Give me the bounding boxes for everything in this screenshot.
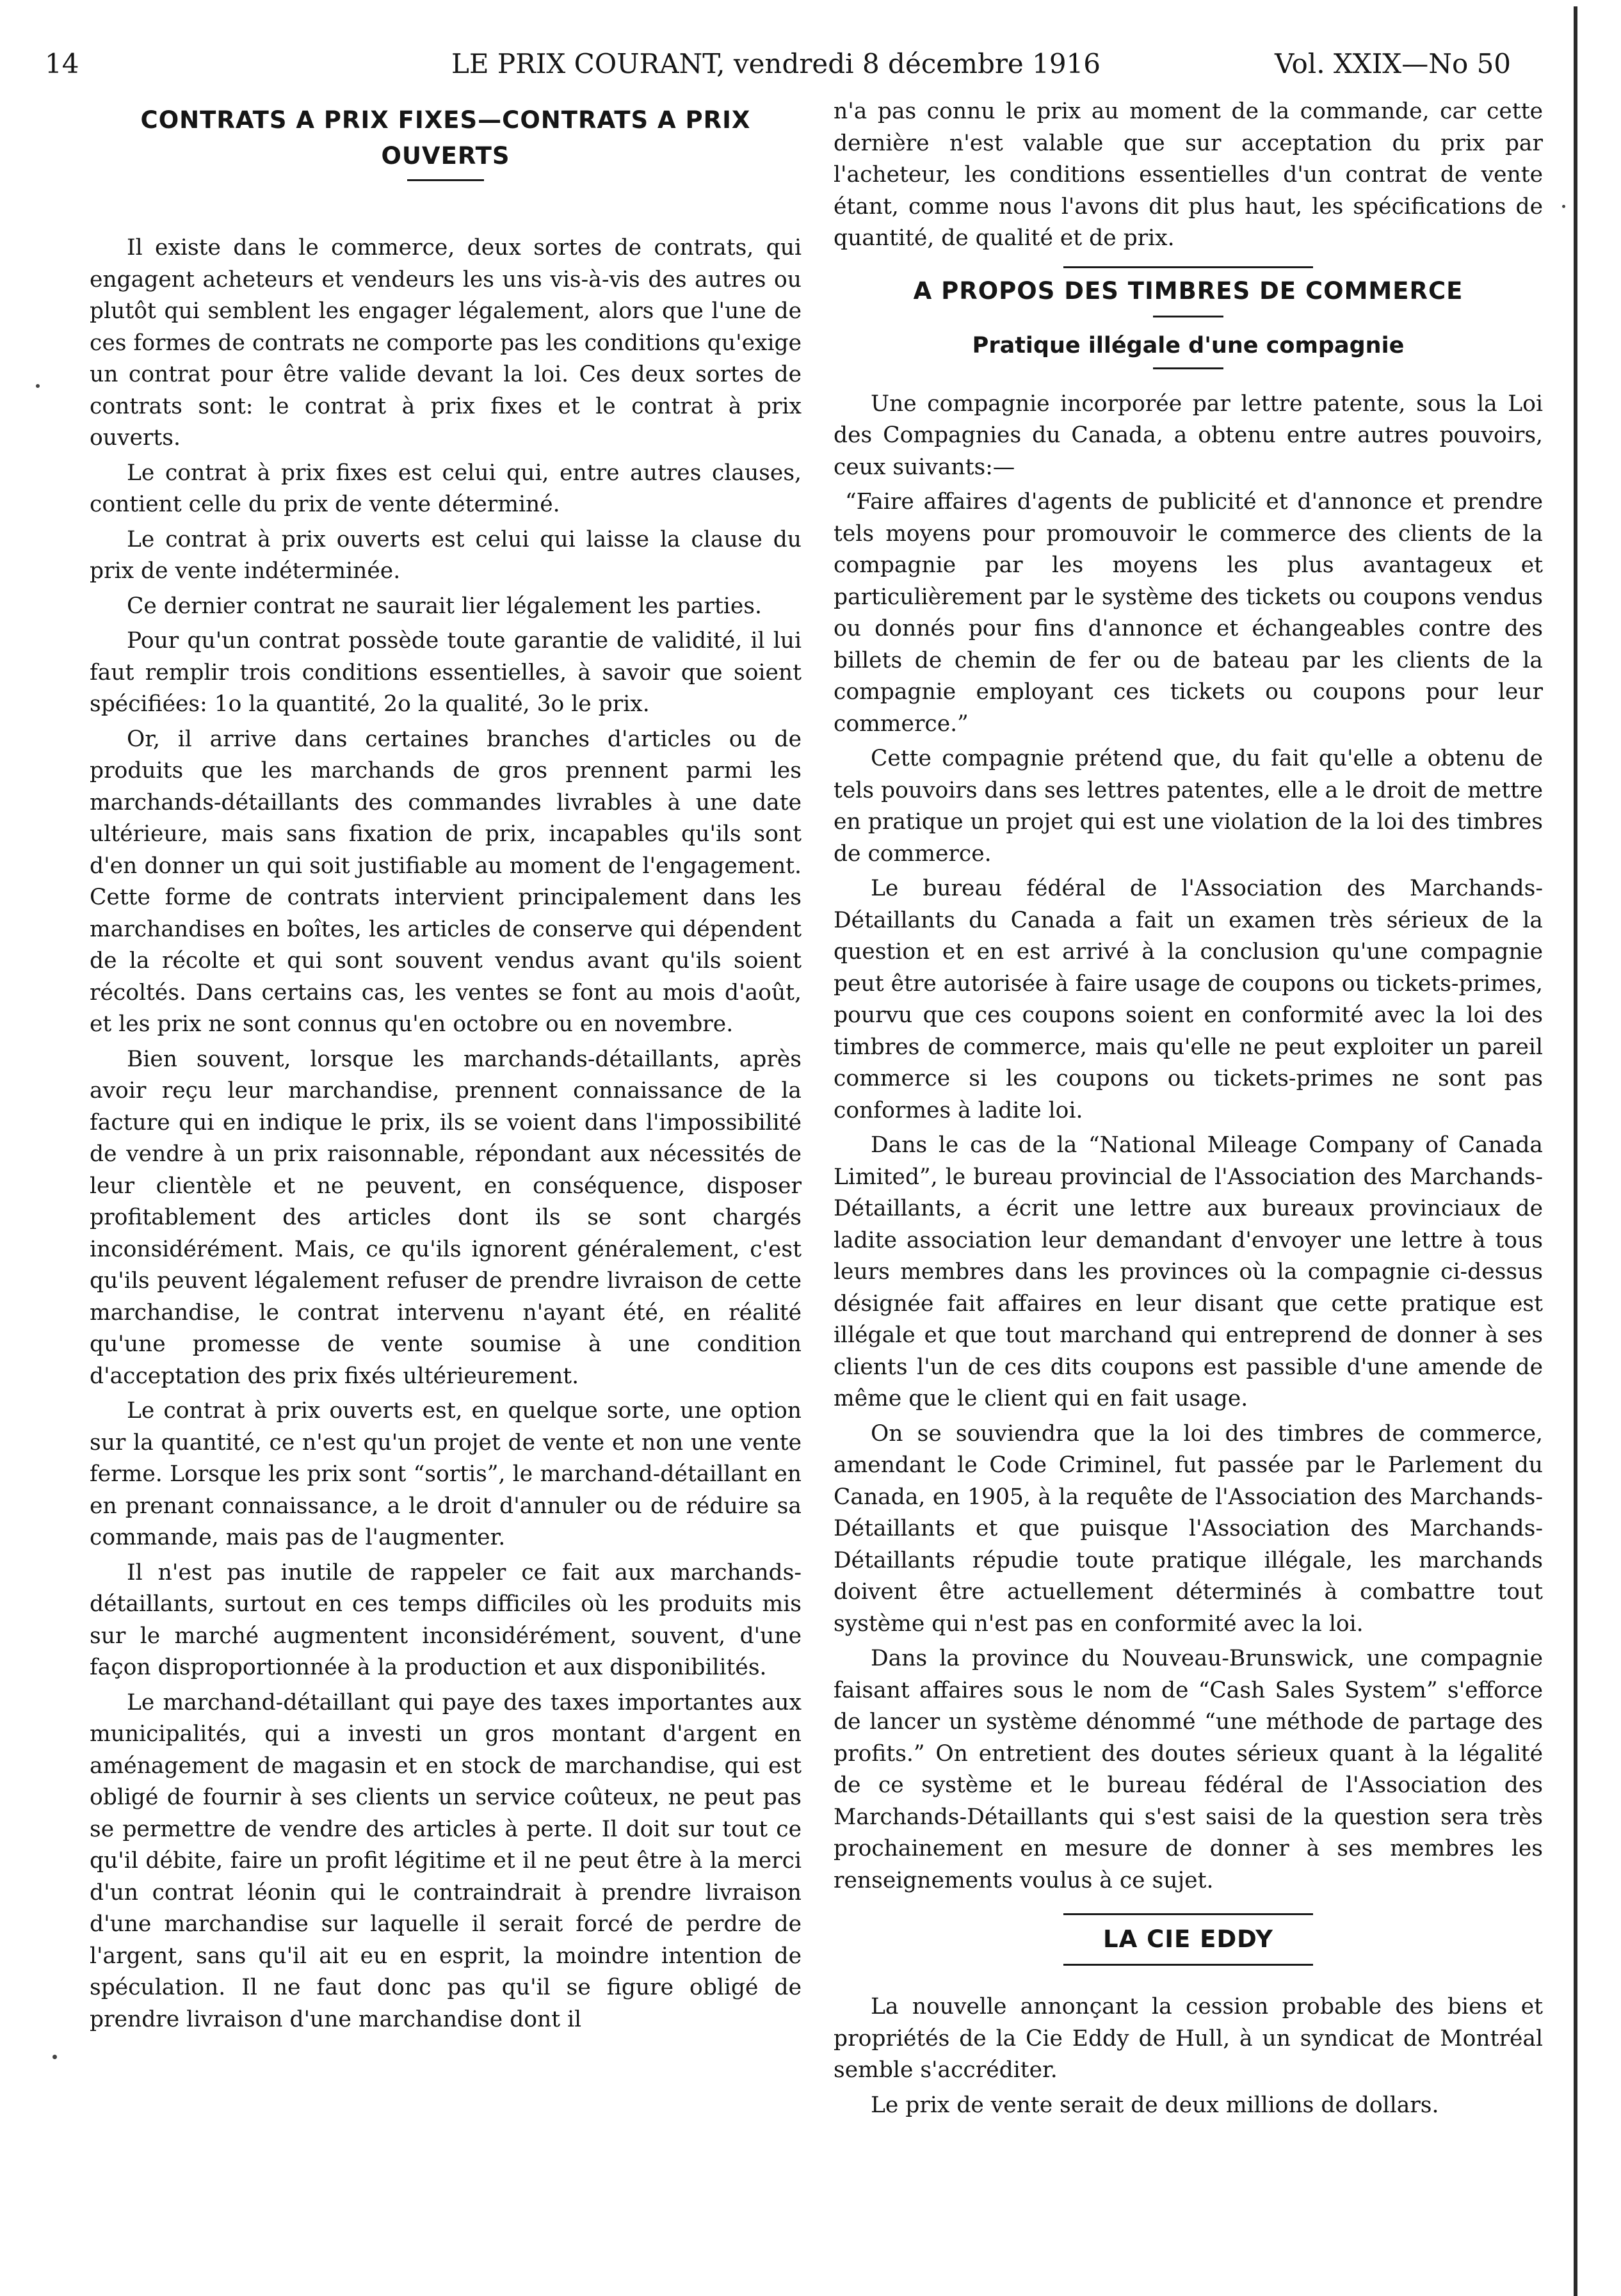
section-divider	[1063, 1964, 1313, 1966]
article3-paragraph: Le prix de vente serait de deux millions de dollars.	[871, 2092, 1439, 2118]
article3-title: LA CIE EDDY	[1103, 1925, 1273, 1953]
scan-edge-line	[1574, 6, 1577, 2296]
article1-title: CONTRATS A PRIX FIXES—CONTRATS A PRIX OUVERTS	[140, 106, 751, 170]
section-divider	[1153, 367, 1223, 369]
article2-paragraph: On se souviendra que la loi des timbres de commerce, amendant le Code Criminel, fut passée par le Parlement du Canada, en 1905, à la requête de l'Association des Marchands-Détaillants et que puisque l'Association des Marchands-Détaillants répudie toute pratique illégale, les marchands doivent être actuellement déterminés à combattre tout système qui n'est pas en conformité avec la loi.	[834, 1420, 1543, 1637]
article1-paragraph: Bien souvent, lorsque les marchands-détaillants, après avoir reçu leur marchandise, prennent connaissance de la facture qui en indique le prix, ils se voient dans l'impossibilité de vendre à un prix raisonnable, répondant aux nécessités de leur clientèle et ne peuvent, en conséquence, disposer profitablement des articles dont ils se sont chargés inconsidérément. Mais, ce qu'ils ignorent généralement, c'est qu'ils peuvent légalement refuser de prendre livraison de cette marchandise, le contrat intervenu n'ayant été, en réalité qu'une promesse de vente soumise à une condition d'acceptation des prix fixés ultérieurement.	[90, 1046, 802, 1389]
article1-paragraph: Or, il arrive dans certaines branches d'articles ou de produits que les marchands de gros prennent parmi les marchands-détaillants des commandes livrables à une date ultérieure, mais sans fixation de prix, incapables qu'ils sont d'en donner un qui soit justifiable au moment de l'engagement. Cette forme de contrats intervient principalement dans les marchandises en boîtes, les articles de conserve qui dépendent de la récolte et qui sont souvent vendus avant qu'ils soient récoltés. Dans certains cas, les ventes se font au mois d'août, et les prix ne sont connus qu'en octobre ou en novembre.	[90, 726, 802, 1037]
section-divider	[1153, 316, 1223, 317]
print-speck	[1562, 205, 1565, 208]
section-divider	[1063, 1913, 1313, 1915]
article1-paragraph: Il existe dans le commerce, deux sortes de contrats, qui engagent acheteurs et vendeurs les uns vis-à-vis des autres ou plutôt qui semblent les engager légalement, alors que l'une de ces formes de contrats ne comporte pas les conditions qu'exige un contrat pour être valide devant la loi. Ces deux sortes de contrats sont: le contrat à prix fixes et le contrat à prix ouverts.	[90, 235, 802, 451]
article2-title: A PROPOS DES TIMBRES DE COMMERCE	[913, 277, 1464, 305]
article2-paragraph: Le bureau fédéral de l'Association des Marchands-Détaillants du Canada a fait un examen très sérieux de la question et en est arrivé à la conclusion qu'une compagnie peut être autorisée à faire usage de coupons ou tickets-primes, pourvu que ces coupons soient en conformité avec la loi des timbres de commerce, mais qu'elle ne peut exploiter un pareil commerce si les coupons ou tickets-primes ne sont pas conformes à ladite loi.	[834, 876, 1543, 1123]
article1-paragraph: Pour qu'un contrat possède toute garantie de validité, il lui faut remplir trois conditions essentielles, à savoir que soient spécifiées: 1o la quantité, 2o la qualité, 3o le prix.	[90, 628, 802, 717]
article2-subtitle: Pratique illégale d'une compagnie	[972, 332, 1405, 358]
article1-paragraph: Le contrat à prix ouverts est celui qui laisse la clause du prix de vente indéterminée.	[90, 526, 802, 584]
article1-paragraph: Le contrat à prix ouverts est, en quelque sorte, une option sur la quantité, ce n'est qu'un projet de vente et non une vente ferme. Lorsque les prix sont “sortis”, le marchand-détaillant en en prenant connaissance, a le droit d'annuler ou de réduire sa commande, mais pas de l'augmenter.	[90, 1398, 802, 1550]
article1-paragraph: Le contrat à prix fixes est celui qui, entre autres clauses, contient celle du prix de vente déterminé.	[90, 460, 802, 517]
page-header	[45, 41, 1524, 87]
article2-paragraph: Une compagnie incorporée par lettre patente, sous la Loi des Compagnies du Canada, a obtenu entre autres pouvoirs, ceux suivants:—	[834, 390, 1543, 480]
article1-continuation: n'a pas connu le prix au moment de la commande, car cette dernière n'est valable que sur acceptation du prix par l'acheteur, les conditions essentielles d'un contrat de vente étant, comme nous l'avons dit plus haut, les spécifications de quantité, de qualité et de prix.	[834, 99, 1543, 251]
page-number: 14	[45, 48, 79, 79]
title-underline	[407, 179, 484, 181]
right-column	[834, 96, 1543, 2124]
volume-number: Vol. XXIX—No 50	[1275, 48, 1512, 79]
article1-paragraph: Ce dernier contrat ne saurait lier légalement les parties.	[127, 593, 762, 619]
left-column	[90, 102, 802, 2039]
article2-paragraph: Dans le cas de la “National Mileage Company of Canada Limited”, le bureau provincial de l'Association des Marchands-Détaillants, a écrit une lettre aux bureaux provinciaux de ladite association leur demandant d'envoyer une lettre à tous leurs membres dans les provinces où la compagnie ci-dessus désignée fait affaires en leur disant que cette pratique est illégale et que tout marchand qui entreprend de donner à ses clients l'un de ces dits coupons est passible d'une amende de même que le client qui en fait usage.	[834, 1132, 1543, 1411]
article1-paragraph: Il n'est pas inutile de rappeler ce fait aux marchands-détaillants, surtout en ces temps difficiles où les produits mis sur le marché augmentent inconsidérément, souvent, d'une façon disproportionnée à la production et aux disponibilités.	[90, 1559, 802, 1680]
article2-paragraph: Dans la province du Nouveau-Brunswick, une compagnie faisant affaires sous le nom de “Cash Sales System” s'efforce de lancer un système dénommé “une méthode de partage des profits.” On entretient des doutes sérieux quant à la légalité de ce système et le bureau fédéral de l'Association des Marchands-Détaillants qui s'est saisi de la question sera très prochainement en mesure de donner à ses membres les renseignements voulus à ce sujet.	[834, 1646, 1543, 1893]
article1-paragraph: Le marchand-détaillant qui paye des taxes importantes aux municipalités, qui a investi un gros montant d'argent en aménagement de magasin et en stock de marchandise, qui est obligé de fournir à ses clients un service coûteux, ne peut pas se permettre de vendre des articles à perte. Il doit sur tout ce qu'il débite, faire un profit légitime et il ne peut être à la merci d'un contrat léonin qui le contraindrait à prendre livraison d'une marchandise sur laquelle il serait forcé de perdre de l'argent, sans qu'il ait eu en esprit, la moindre intention de spéculation. Il ne faut donc pas qu'il se figure obligé de prendre livraison d'une marchandise dont il	[90, 1689, 802, 2032]
article2-quote: “Faire affaires d'agents de publicité et d'annonce et prendre tels moyens pour promouvoir le commerce des clients de la compagnie par les moyens les plus avantageux et particulièrement par le système des tickets ou coupons vendus ou donnés pour fins d'annonce et échangeables contre des billets de chemin de fer ou de bateau par les clients de la compagnie employant ces tickets ou coupons pour leur commerce.”	[834, 489, 1543, 737]
publication-line: LE PRIX COURANT, vendredi 8 décembre 1916	[451, 48, 1101, 79]
section-divider	[1063, 266, 1313, 268]
print-speck	[52, 2055, 57, 2059]
article2-paragraph: Cette compagnie prétend que, du fait qu'elle a obtenu de tels pouvoirs dans ses lettres patentes, elle a le droit de mettre en pratique un projet qui est une violation de la loi des timbres de commerce.	[834, 746, 1543, 867]
article3-paragraph: La nouvelle annonçant la cession probable des biens et propriétés de la Cie Eddy de Hull, à un syndicat de Montréal semble s'accréditer.	[834, 1994, 1543, 2083]
print-speck	[36, 384, 40, 388]
